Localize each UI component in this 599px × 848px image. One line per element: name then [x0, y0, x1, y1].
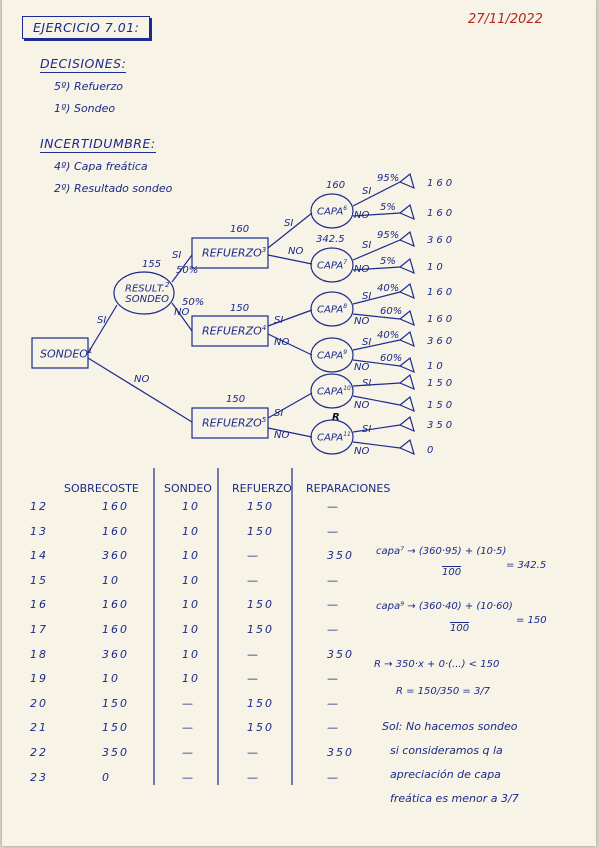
r-marker: R: [332, 412, 340, 423]
capa-label: CAPA: [317, 304, 344, 316]
row-number: 19: [30, 672, 48, 686]
table-cell-refuerzo: —: [247, 647, 260, 661]
branch-no: NO: [354, 446, 370, 457]
table-cell-rep: —: [327, 770, 340, 784]
solution-line: si consideramos q la: [390, 744, 503, 757]
leaf-value: 150: [427, 400, 456, 411]
leaf-value: 360: [427, 235, 456, 246]
table-cell-rep: 350: [327, 746, 354, 759]
node-number: 11: [343, 431, 351, 438]
row-number: 22: [30, 746, 48, 759]
row-number: 16: [30, 598, 48, 612]
col-header: REPARACIONES: [306, 482, 391, 495]
branch-si: SI: [172, 250, 182, 261]
row-number: 14: [30, 549, 48, 563]
branch-si: SI: [274, 408, 284, 419]
table-cell-sondeo: 10: [182, 598, 200, 612]
uncertainty-item: 2º) Resultado sondeo: [54, 182, 173, 195]
refuerzo-label: REFUERZO: [202, 246, 262, 260]
result-label-2: SONDEO: [125, 294, 169, 306]
exercise-title: EJERCICIO 7.01:: [33, 20, 140, 35]
table-cell-sondeo: 10: [182, 549, 200, 563]
branch-no: NO: [354, 400, 370, 411]
branch-pct: 95%: [377, 230, 400, 241]
capa-label: CAPA: [317, 386, 344, 398]
row-number: 17: [30, 623, 48, 636]
branch-si: SI: [362, 291, 372, 302]
note-capa7-den: 100: [442, 567, 462, 578]
table-cell-refuerzo: 150: [247, 623, 274, 636]
row-number: 23: [30, 770, 48, 784]
table-cell-refuerzo: 150: [247, 721, 274, 735]
note-capa7-lhs: capa⁷ → (360·95) + (10·5): [376, 546, 507, 557]
branch-si: SI: [97, 315, 107, 326]
note-r-solution: R = 150/350 = 3/7: [396, 686, 491, 697]
table-cell-sondeo: 10: [182, 500, 200, 513]
capa-label: CAPA: [317, 350, 344, 362]
incertidumbre-heading: INCERTIDUMBRE:: [40, 136, 156, 151]
table-cell-sobre: 150: [102, 721, 129, 735]
table-cell-sobre: 10: [102, 573, 120, 587]
leaf-value: 10: [427, 262, 446, 273]
node-number: 1: [87, 347, 93, 355]
branch-no: NO: [354, 210, 370, 221]
leaf-value: 360: [427, 336, 456, 347]
node-number: 5: [261, 416, 267, 424]
table-cell-sondeo: —: [182, 770, 195, 784]
table-cell-rep: —: [327, 598, 340, 612]
node-number: 8: [343, 303, 348, 310]
decisiones-heading: DECISIONES:: [40, 56, 127, 71]
note-capa7-result: = 342.5: [506, 560, 547, 571]
branch-pct: 60%: [380, 306, 403, 317]
table-cell-rep: 350: [327, 647, 354, 661]
note-capa9-lhs: capa⁹ → (360·40) + (10·60): [376, 601, 513, 612]
table-cell-rep: —: [327, 696, 340, 710]
table-cell-rep: —: [327, 672, 340, 686]
table-cell-refuerzo: —: [247, 549, 260, 563]
leaf-value: 150: [427, 378, 456, 389]
table-cell-sobre: 160: [102, 500, 129, 513]
branch-si: SI: [362, 240, 372, 251]
table-cell-rep: —: [327, 524, 340, 538]
table-cell-sondeo: 10: [182, 672, 200, 686]
branch-si: SI: [362, 378, 372, 389]
table-cell-rep: —: [327, 500, 340, 513]
solution-line: freática es menor a 3/7: [390, 792, 519, 805]
node-number: 4: [261, 324, 267, 332]
table-cell-sobre: 150: [102, 696, 129, 710]
node-number: 9: [343, 349, 348, 356]
sondeo-label: SONDEO: [40, 347, 88, 361]
table-cell-sobre: 10: [102, 672, 120, 686]
col-header: SOBRECOSTE: [64, 482, 139, 495]
branch-pct: 50%: [176, 265, 199, 276]
table-cell-refuerzo: 150: [247, 500, 274, 513]
refuerzo-value: 150: [226, 394, 246, 405]
branch-no: NO: [134, 374, 150, 385]
capa-label: CAPA: [317, 260, 344, 272]
solution-line: apreciación de capa: [390, 768, 501, 781]
leaf-value: 350: [427, 420, 456, 431]
node-number: 3: [261, 246, 267, 254]
col-header: SONDEO: [164, 482, 212, 495]
node-number: 2: [164, 281, 170, 289]
refuerzo-label: REFUERZO: [202, 416, 262, 430]
table-cell-sondeo: —: [182, 696, 195, 710]
branch-pct: 95%: [377, 173, 400, 184]
date: 27/11/2022: [468, 12, 543, 27]
table-cell-sondeo: 10: [182, 524, 200, 538]
branch-no: NO: [274, 430, 290, 441]
table-cell-refuerzo: —: [247, 672, 260, 686]
table-cell-sobre: 350: [102, 746, 129, 759]
table-cell-refuerzo: —: [247, 746, 260, 759]
table-cell-sobre: 360: [102, 647, 129, 661]
refuerzo-value: 150: [230, 303, 250, 314]
result-label: RESULT.: [125, 283, 165, 295]
decision-item: 5º) Refuerzo: [54, 80, 124, 93]
table-cell-refuerzo: 150: [247, 598, 274, 612]
leaf-value: 160: [427, 314, 456, 325]
node-number: 6: [343, 205, 348, 212]
uncertainty-item: 4º) Capa freática: [54, 160, 148, 173]
table-cell-sondeo: —: [182, 721, 195, 735]
capa-label: CAPA: [317, 206, 344, 218]
branch-pct: 40%: [377, 330, 400, 341]
capa-label: CAPA: [317, 432, 344, 444]
table-cell-rep: 350: [327, 549, 354, 563]
leaf-value: 160: [427, 287, 456, 298]
capa-value: 342.5: [316, 234, 345, 245]
branch-pct: 40%: [377, 283, 400, 294]
branch-si: SI: [284, 218, 294, 229]
branch-no: NO: [354, 362, 370, 373]
table-cell-rep: —: [327, 623, 340, 636]
branch-no: NO: [174, 307, 190, 318]
table-cell-refuerzo: 150: [247, 524, 274, 538]
branch-si: SI: [274, 315, 284, 326]
table-cell-sondeo: 10: [182, 623, 200, 636]
leaf-value: 10: [427, 361, 446, 372]
decision-item: 1º) Sondeo: [54, 102, 116, 115]
capa-value: 160: [326, 180, 346, 191]
solution-line: Sol: No hacemos sondeo: [382, 720, 518, 733]
note-capa9: [376, 601, 547, 626]
node-number: 7: [343, 259, 348, 266]
row-number: 21: [30, 721, 48, 735]
branch-no: NO: [274, 337, 290, 348]
note-r-equation: R → 350·x + 0·(...) < 150: [374, 659, 500, 670]
table-cell-refuerzo: —: [247, 573, 260, 587]
table-cell-sondeo: 10: [182, 647, 200, 661]
table-cell-sobre: 0: [102, 770, 111, 784]
paper-sheet: [2, 0, 596, 846]
branch-no: NO: [354, 316, 370, 327]
row-number: 13: [30, 524, 48, 538]
table-cell-sobre: 160: [102, 598, 129, 612]
table-cell-rep: —: [327, 573, 340, 587]
leaf-value: 160: [427, 178, 456, 189]
row-number: 12: [30, 500, 48, 513]
note-capa9-result: = 150: [516, 615, 547, 626]
note-capa7: [376, 546, 547, 571]
row-number: 18: [30, 647, 48, 661]
table-cell-sondeo: 10: [182, 573, 200, 587]
node-number: 10: [343, 385, 351, 392]
branch-pct: 50%: [182, 297, 205, 308]
row-number: 20: [30, 696, 48, 710]
table-cell-rep: —: [327, 721, 340, 735]
table-cell-sobre: 160: [102, 623, 129, 636]
branch-pct: 5%: [380, 256, 396, 267]
leaf-value: 160: [427, 208, 456, 219]
refuerzo-value: 160: [230, 224, 250, 235]
branch-si: SI: [362, 337, 372, 348]
col-header: REFUERZO: [232, 482, 292, 495]
leaf-value: 0: [427, 445, 437, 456]
note-capa9-den: 100: [450, 623, 470, 634]
branch-si: SI: [362, 424, 372, 435]
branch-no: NO: [288, 246, 304, 257]
branch-pct: 60%: [380, 353, 403, 364]
table-cell-sobre: 360: [102, 549, 129, 563]
branch-si: SI: [362, 186, 372, 197]
result-value: 155: [142, 259, 162, 270]
refuerzo-label: REFUERZO: [202, 324, 262, 338]
table-cell-sondeo: —: [182, 746, 195, 759]
branch-no: NO: [354, 264, 370, 275]
table-cell-refuerzo: —: [247, 770, 260, 784]
table-cell-refuerzo: 150: [247, 696, 274, 710]
row-number: 15: [30, 573, 48, 587]
table-cell-sobre: 160: [102, 524, 129, 538]
branch-pct: 5%: [380, 202, 396, 213]
